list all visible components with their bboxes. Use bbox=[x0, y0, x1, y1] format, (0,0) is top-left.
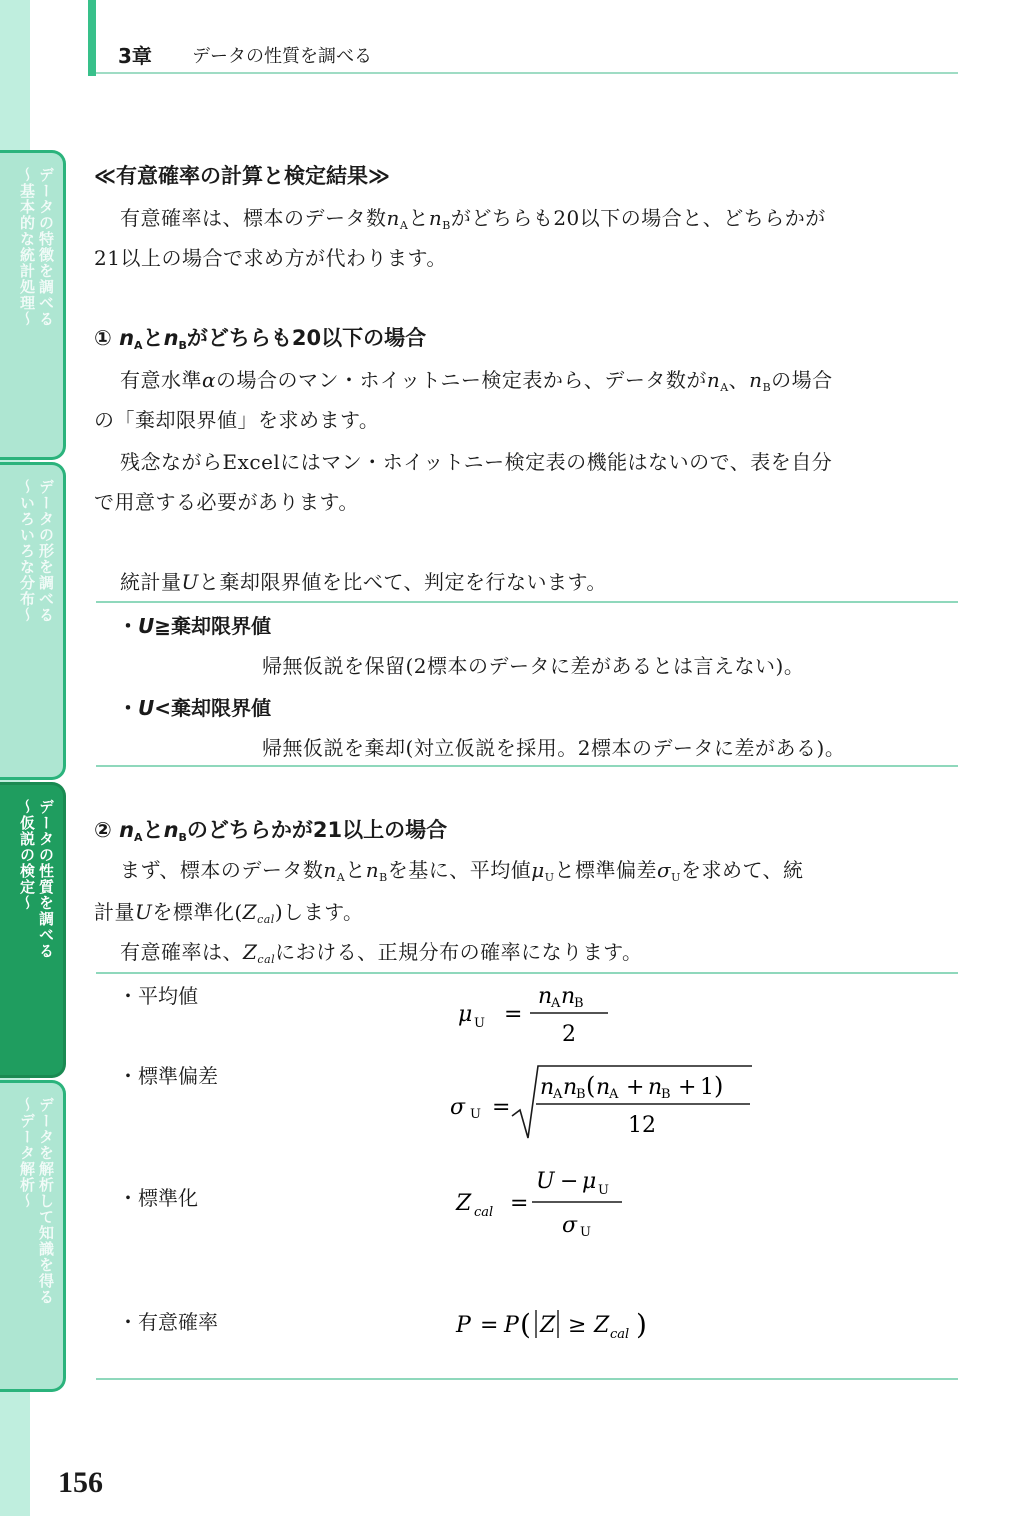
intro-line-1: 有意確率は、標本のデータ数$n_A$と$n_B$がどちらも20以下の場合と、どちらかが bbox=[120, 206, 826, 232]
case-1-paragraph-1: 有意水準αの場合のマン・ホイットニー検定表から、データ数が$n_A$、$n_B$の場合 bbox=[120, 368, 833, 394]
formula-symbol: n bbox=[540, 1075, 555, 1100]
side-tab-label: データの性質を調べる ～仮説の検定～ bbox=[18, 799, 55, 959]
bullet-reject-label: ・U<棄却限界値 bbox=[118, 696, 272, 720]
formula-symbol: ) bbox=[714, 1072, 724, 1100]
formula-box-rule-top bbox=[96, 972, 958, 974]
case-1-paragraph-3: 残念ながらExcelにはマン・ホイットニー検定表の機能はないので、表を自分 bbox=[120, 450, 833, 474]
bullet-accept-text: 帰無仮説を保留(2標本のデータに差があるとは言えない)。 bbox=[262, 654, 805, 678]
formula-symbol: = bbox=[510, 1191, 529, 1216]
page-number: 156 bbox=[58, 1466, 103, 1499]
formula-symbol: σ bbox=[562, 1213, 578, 1238]
formula-symbol: μ bbox=[582, 1169, 597, 1194]
formula-symbol: 1 bbox=[700, 1075, 714, 1100]
formula-symbol: U bbox=[474, 1016, 485, 1031]
formula-symbol: σ bbox=[450, 1095, 466, 1120]
formula-symbol: μ bbox=[458, 1002, 473, 1027]
case-2-paragraph-1: まず、標本のデータ数$n_A$と$n_B$を基に、平均値$\mu_U$と標準偏差$\sigma_U$を求めて、統 bbox=[120, 858, 804, 884]
formula-mean bbox=[450, 975, 650, 1055]
formula-standardize bbox=[450, 1160, 650, 1250]
case-2-paragraph-2: 計量Uを標準化$(Z_{cal})$します。 bbox=[94, 900, 364, 926]
case-1-judgement-intro: 統計量Uと棄却限界値を比べて、判定を行ないます。 bbox=[120, 570, 607, 594]
formula-symbol: ( bbox=[520, 1308, 531, 1341]
formula-std bbox=[440, 1058, 770, 1148]
formula-symbol: 2 bbox=[562, 1022, 576, 1047]
formula-symbol: A bbox=[609, 1087, 619, 1102]
formula-symbol: = bbox=[504, 1002, 523, 1027]
formula-symbol: n bbox=[648, 1075, 663, 1100]
formula-symbol: Z bbox=[456, 1191, 472, 1216]
formula-symbol: cal bbox=[474, 1205, 494, 1220]
box-rule-bottom bbox=[96, 765, 958, 767]
formula-symbol: 12 bbox=[628, 1113, 656, 1138]
formula-symbol: n bbox=[538, 984, 553, 1009]
formula-symbol: + bbox=[626, 1075, 645, 1100]
side-tab-label: データの特徴を調べる ～基本的な統計処理～ bbox=[18, 167, 55, 327]
formula-symbol: U bbox=[580, 1225, 591, 1240]
formula-symbol: n bbox=[596, 1075, 611, 1100]
formula-label-standardize: ・標準化 bbox=[118, 1186, 198, 1210]
formula-symbol: = bbox=[492, 1095, 511, 1120]
formula-symbol: ( bbox=[586, 1072, 596, 1100]
bullet-accept-label: ・U≧棄却限界値 bbox=[118, 614, 272, 638]
side-tab-data-analysis[interactable] bbox=[0, 1080, 66, 1392]
case-1-heading: ① $n_A$と$n_B$がどちらも20以下の場合 bbox=[94, 326, 427, 352]
formula-significance bbox=[450, 1296, 680, 1356]
formula-symbol: n bbox=[561, 984, 576, 1009]
header-accent-bar bbox=[88, 0, 96, 76]
formula-label-std: ・標準偏差 bbox=[118, 1064, 218, 1088]
formula-symbol: cal bbox=[610, 1327, 630, 1342]
header-rule bbox=[96, 72, 958, 74]
formula-symbol: P bbox=[456, 1313, 471, 1338]
formula-symbol: Z bbox=[540, 1313, 556, 1338]
formula-box-rule-bottom bbox=[96, 1378, 958, 1380]
case-2-paragraph-3: 有意確率は、$Z_{cal}$における、正規分布の確率になります。 bbox=[120, 940, 643, 966]
formula-symbol: − bbox=[560, 1169, 579, 1194]
formula-symbol: ≥ bbox=[568, 1313, 587, 1338]
chapter-number: 3章 bbox=[118, 44, 152, 68]
chapter-title: データの性質を調べる bbox=[192, 46, 372, 67]
formula-symbol: ) bbox=[636, 1308, 647, 1341]
formula-label-mean: ・平均値 bbox=[118, 984, 198, 1008]
formula-symbol: U bbox=[470, 1107, 481, 1122]
formula-symbol: B bbox=[576, 1087, 586, 1102]
side-tab-distributions[interactable] bbox=[0, 462, 66, 780]
formula-symbol: B bbox=[574, 996, 584, 1011]
side-tab-label: データを解析して知識を得る ～データ解析～ bbox=[18, 1097, 55, 1305]
case-1-paragraph-4: で用意する必要があります。 bbox=[94, 490, 359, 514]
formula-symbol: n bbox=[563, 1075, 578, 1100]
side-tab-hypothesis-testing[interactable] bbox=[0, 782, 66, 1078]
formula-symbol: = bbox=[480, 1313, 499, 1338]
formula-symbol: A bbox=[553, 1087, 563, 1102]
formula-symbol: P bbox=[504, 1313, 519, 1338]
case-2-heading: ② $n_A$と$n_B$のどちらかが21以上の場合 bbox=[94, 818, 448, 844]
side-tab-label: データの形を調べる ～いろいろな分布～ bbox=[18, 479, 55, 623]
bullet-reject-text: 帰無仮説を棄却(対立仮説を採用。2標本のデータに差がある)。 bbox=[262, 736, 846, 760]
intro-line-2: 21以上の場合で求め方が代わります。 bbox=[94, 246, 447, 270]
formula-label-significance: ・有意確率 bbox=[118, 1310, 218, 1334]
formula-symbol: B bbox=[661, 1087, 671, 1102]
formula-symbol: A bbox=[551, 996, 561, 1011]
formula-symbol: Z bbox=[594, 1313, 610, 1338]
section-heading: ≪有意確率の計算と検定結果≫ bbox=[94, 164, 390, 188]
formula-symbol: U bbox=[536, 1169, 555, 1194]
side-tab-basic-statistics[interactable] bbox=[0, 150, 66, 460]
formula-symbol: U bbox=[598, 1183, 609, 1198]
box-rule-top bbox=[96, 601, 958, 603]
case-1-paragraph-2: の「棄却限界値」を求めます。 bbox=[94, 408, 380, 432]
formula-symbol: + bbox=[678, 1075, 697, 1100]
